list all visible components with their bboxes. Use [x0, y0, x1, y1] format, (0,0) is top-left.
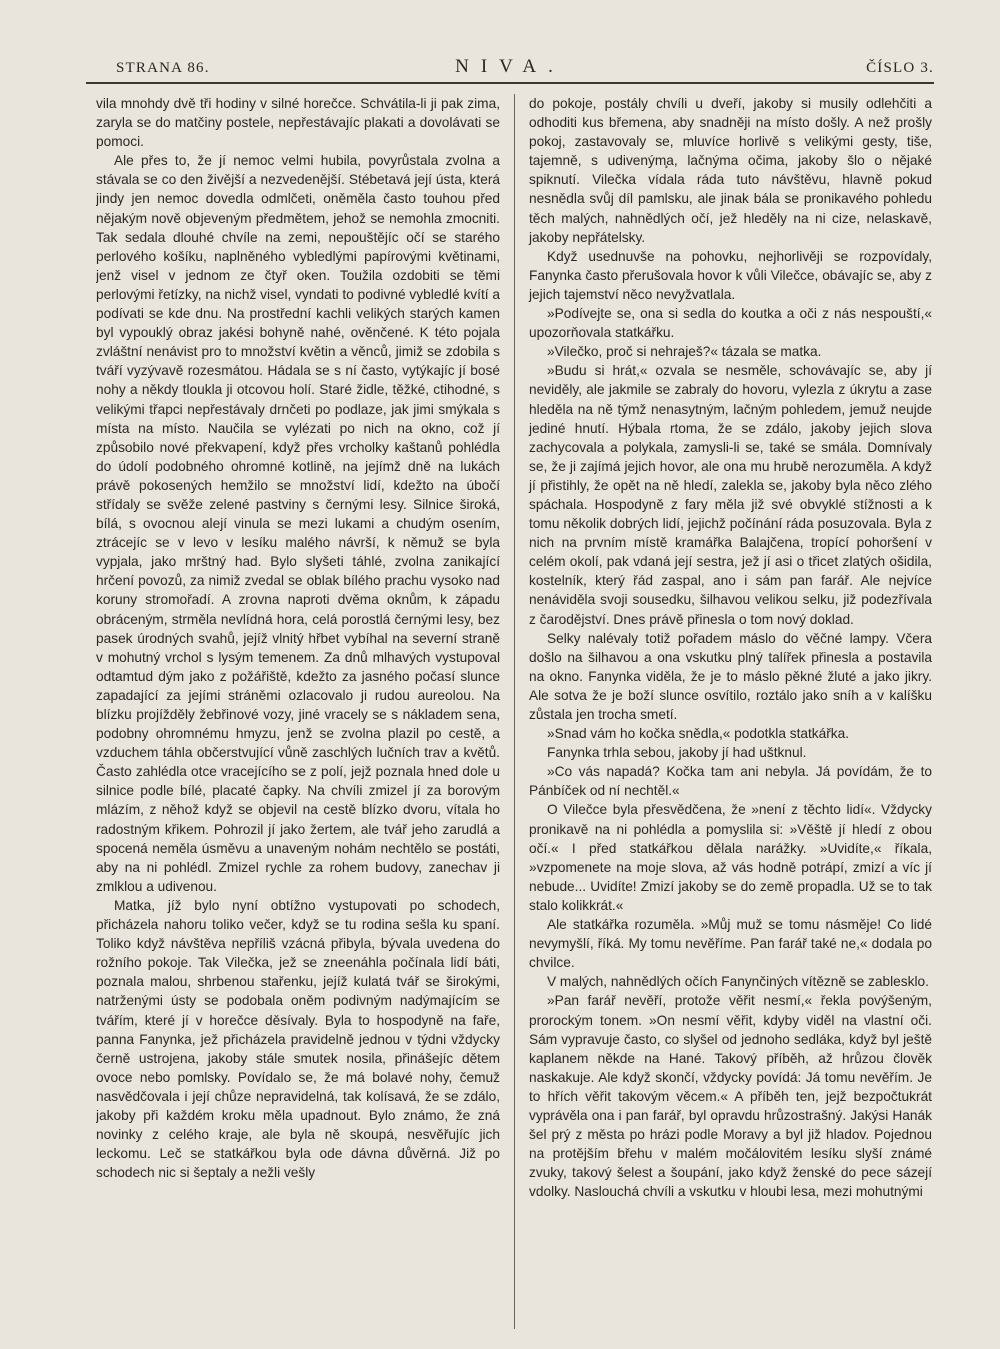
paragraph: vila mnohdy dvě tři hodiny v silné horečce. Schvátila-li ji pak zima, zaryla se do matčiny postele, nepřestávajíc plakati a dovolávati se pomoci.	[96, 96, 500, 150]
paragraph: V malých, nahnědlých očích Fanynčiných vítězně se zablesklo.	[547, 974, 929, 990]
page-header	[86, 52, 934, 84]
paragraph: Ale přes to, že jí nemoc velmi hubila, povyrůstala zvolna a stávala se co den živější a nezvedenější. Stébetavá její ústa, která jindy jen nemoc dovedla odmlčeti, oněměla často touhou před nějakým nově objeveným předmětem, jehož se nemohla zmocniti. Tak sedala dlouhé chvíle na zemi, nepouštějíc očí se starého perlového košíku, naplněného vybledlými papírovými květinami, jenž visel v jednom ze čtyř oken. Toužila ozdobiti se těmi perlovými řetízky, na nichž visel, vyndati to podivné vybledlé kvítí a podívati se kde dnu. Na prostřední kachli velikých starých kamen byl vypouklý obraz jakési bohyně nahé, ověnčené. K této pojala zvláštní nenávist pro to množství květin a věnců, jimiž se zdobila s tváří vyzývavě rozesmátou. Hádala se s ní často, vytýkajíc jí bosé nohy a někdy tloukla ji otcovou holí. Staré židle, těžké, ctihodné, s velikými třapci nepřestávaly drnčeti po podlaze, jak jimi smýkala s místa na místo. Naučila se vylézati po nich na okno, což jí způsobilo nové překvapení, když přes vrcholky kaštanů pohlédla do údolí podobného ohromné kotlině, na jejímž dně na lukách právě pokosených hemžilo se množství lidí, kdežto na úbočí střídaly se svěže zelené pastviny s černými lesy. Silnice široká, bílá, s ovocnou alejí vinula se mezi lukami a chudým osením, ztrácejíc se v levo v lesíku malého návrší, k němuž se byla vypjala, jako mrštný had. Bylo slyšeti táhlé, zvolna zanikající hrčení povozů, za nimiž zvedal se oblak bílého prachu vysoko nad koruny stromořadí. A zrovna naproti dvěma oknům, k západu obráceným, strměla nevlídná hora, celá porostlá černými lesy, bez pasek úrodných svahů, jejíž vlnitý hřbet vybíhal na severní straně v mohutný vrchol s lysým temenem. Za dnů mlhavých vystupoval odtamtud dým jako z požářiště, kdežto za jasného počasí slunce zapadající za jejími stráněmi ozlacovalo ji rudou aureolou. Na blízku projížděly žebřinové vozy, jiné vracely se s nákladem sena, podobny ohromnému hmyzu, jenž se zvolna plazil po cestě, a vzduchem táhla občerstvující vůně zaschlých lučních trav a květů. Často zahlédla otce vracejícího se z polí, jejž poznala hned dole u silnice podle bílé, placaté čapky. Na chvíli zmizel jí za borovým mlázím, z něhož když se objevil na cestě blízko dvoru, vítala ho radostným křikem. Pohrozil jí jako žertem, ale tvář jeho zarudlá a spocená neměla úsměvu a unaveným nohám nechtělo se postáti, aby na ni pohlédl. Zmizel rychle za rohem budovy, zanechav ji zmlklou a udivenou.	[96, 153, 500, 894]
paragraph: »Co vás napadá? Kočka tam ani nebyla. Já povídám, že to Pánbíček od ní nechtěl.«	[529, 764, 932, 799]
paragraph: »Budu si hrát,« ozvala se nesměle, schovávajíc se, aby jí neviděly, ale jakmile se zabraly do hovoru, vylezla z úkrytu a zase hleděla na ně týmž nenasytným, lačným pohledem, jemuž neujde jediné hnutí. Hýbala rtoma, že se zdálo, jakoby jejich slova zachycovala a polykala, zamysli-li se, také se smála. Domnívaly se, že ji zajímá jejich hovor, ale ona mu hrubě nerozuměla. A když jí přistihly, že opět na ně hledí, zalekla se, jakoby byla něco zlého spáchala. Hospodyně z fary měla již své obvyklé stížnosti a k tomu několik dobrých lidí, jejichž počínání ráda posuzovala. Byla z nich na prvním místě kramářka Balajčena, tropící pohoršení v celém okolí, pak vdaná její sestra, jež jí asi o třicet zlatých ošidila, kostelník, který řád zaspal, ano i sám pan farář. Ale nejvíce nenáviděla svoji sousedku, šilhavou velikou selku, již podezřívala z čarodějství. Dnes právě přinesla o tom nový doklad.	[529, 363, 932, 627]
paragraph: Když usednuvše na pohovku, nejhorlivěji se rozpovídaly, Fanynka často přerušovala hovor k vůli Vilečce, obávajíc se, aby z jejich tajemství něco nevyžvatlala.	[529, 248, 932, 302]
paragraph: »Snad vám ho kočka snědla,« podotkla statkářka.	[547, 726, 850, 742]
paragraph: »Vilečko, proč si nehraješ?« tázala se matka.	[547, 344, 822, 360]
paragraph: Fanynka trhla sebou, jakoby jí had uštknul.	[547, 745, 807, 761]
paragraph: Matka, jíž bylo nyní obtížno vystupovati po schodech, přicházela nahoru toliko večer, když se tu rodina sešla ku spaní. Toliko když návštěva nepříliš vzácná přibyla, bývala uvedena do rožního pokoje. Tak Vilečka, jež se zneenáhla počínala lidí báti, poznala malou, shrbenou stařenku, jejíž kulatá tvář se širokými, natrženými ústy se podobala oněm podivným nadýmajícím se tvářím, které jí v horečce děsívaly. Byla to hospodyně na faře, panna Fanynka, jež přicházela pravidelně jednou v týdni vždycky černě ustrojena, jakoby stále smutek nosila, přinášejíc dětem ovoce nebo pomlsky. Povídalo se, že má bolavé nohy, čemuž nasvědčovala i její chůze nepravidelná, tak kolísavá, že se zdálo, jakoby při každém kroku měla upadnout. Bylo známo, že zná novinky z celého kraje, ale byla ně skoupá, nesvěřujíc jich leckomu. Leč se statkářkou byla ode dávna důvěrná. Již po schodech nic si šeptaly a nežli vešly	[96, 897, 500, 1181]
text-columns	[96, 94, 932, 1329]
issue-number: ČÍSLO 3.	[866, 60, 934, 76]
paragraph: »Podívejte se, ona si sedla do koutka a oči z nás nespouští,« upozorňovala statkářku.	[529, 306, 932, 341]
paragraph: Selky nalévaly totiž pořadem máslo do věčné lampy. Včera došlo na šilhavou a ona vskutku plný talířek přinesla a postavila na okno. Fanynka viděla, že je to máslo pěkné žluté a jako jikry. Ale sotva že je boží slunce osvítilo, roztálo jako sníh a v kalíšku zůstala jen trocha smetí.	[529, 630, 932, 722]
paragraph: Ale statkářka rozuměla. »Můj muž se tomu násměje! Co lidé nevymyšlí, říká. My tomu nevěříme. Pan farář také ne,« dodala po chvilce.	[529, 917, 932, 971]
right-column	[514, 94, 932, 1329]
left-column	[96, 94, 514, 1329]
magazine-title: NIVA.	[455, 56, 565, 77]
paragraph: do pokoje, postály chvíli u dveří, jakoby si musily odlehčiti a odhoditi kus břemena, aby snadněji na místo došly. A než prošly pokoj, zastavovaly se, mluvíce horlivě s velikými gesty, tiše, tajemně, s udiveným̧a, lačnýma očima, jakoby šlo o nějaké spiknutí. Vilečka vídala ráda tuto návštěvu, hlavně pokud nesnědla svůj díl pamlsku, ale jinak bála se pronikavého pohledu těch malých, nahnědlých očí, jež hleděly na ni cize, nelaskavě, jakoby nepřátelsky.	[529, 96, 932, 245]
page-number: STRANA 86.	[116, 60, 210, 76]
paragraph: O Vilečce byla přesvědčena, že »není z těchto lidí«. Vždycky pronikavě na ni pohlédla a pomyslila si: »Věště jí hledí z obou očí.« I před statkářkou dělala narážky. »Uvidíte,« říkala, »vzpomenete na moje slova, až vás hodně potrápí, zmizí a víc jí nebude... Uvidíte! Zmizí jakoby se do země propadla. Už se to tak stalo kolikkrát.«	[529, 802, 932, 913]
paragraph: »Pan farář nevěří, protože věřit nesmí,« řekla povýšeným, prorockým tonem. »On nesmí věřit, kdyby viděl na vlastní oči. Sám vypravuje často, co slyšel od jednoho sedláka, když byl ještě kaplanem někde na Hané. Takový příběh, až hrůzou člověk naskakuje. Ale když skončí, vždycky povídá: Já tomu nevěřím. Je to hřích věřit takovým věcem.« A příběh ten, jejž bezpočtukrát vyprávěla ona i pan farář, byl opravdu hrůzostrašný. Jakýsi Hanák šel prý z města po hrázi podle Moravy a byl již hladov. Pojednou na protějším břehu v malém močálovitém lesíku slyší známé zvuky, takový šelest a šoupání, jako když ženské do pece sázejí vdolky. Naslouchá chvíli a vskutku v hloubi lesa, mezi mohutnými	[529, 993, 932, 1200]
